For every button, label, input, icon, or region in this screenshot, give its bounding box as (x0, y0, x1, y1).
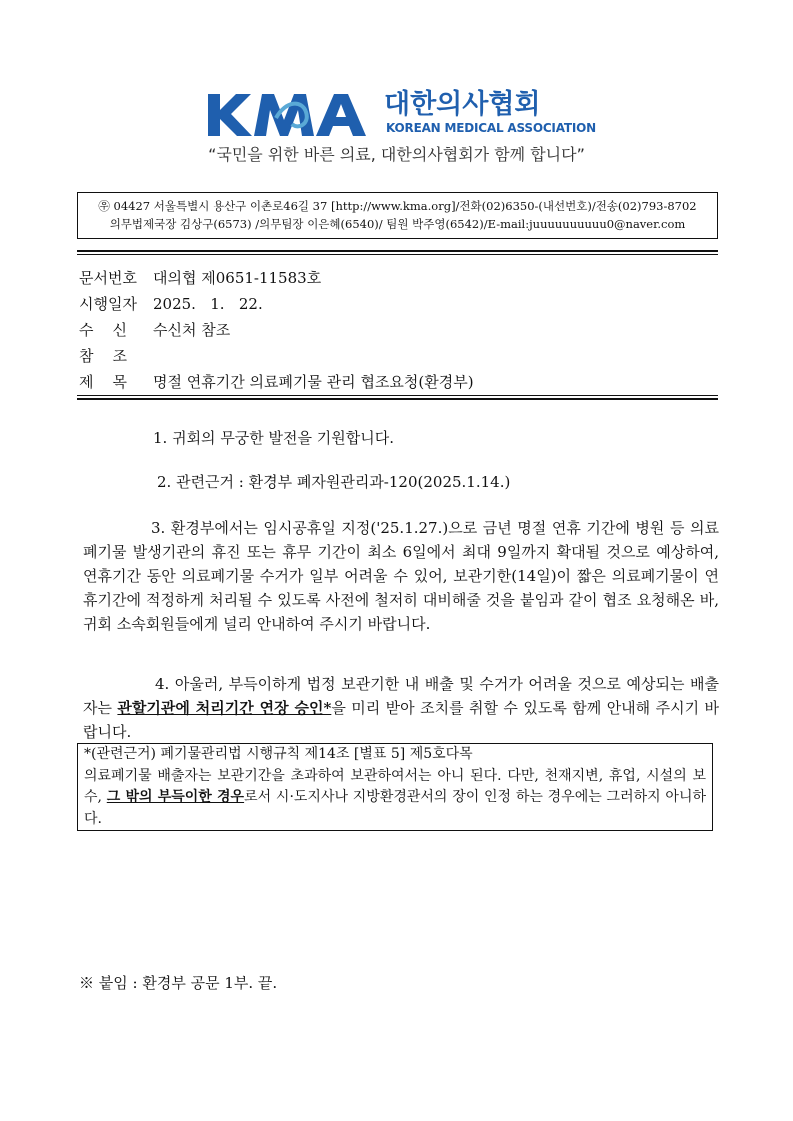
legal-basis-title: *(관련근거) 폐기물관리법 시행규칙 제14조 [별표 5] 제5호다목 (84, 746, 473, 762)
contact-staff-line: 의무법제국장 김상구(6573) /의무팀장 이은혜(6540)/ 팀원 박주영(6542)/E-mail:juuuuuuuuuu0@naver.com (109, 217, 686, 231)
recipient-label: 수 신 (79, 321, 128, 339)
divider (77, 250, 718, 252)
issue-date: 2025. 1. 22. (153, 295, 263, 313)
org-name-english: KOREAN MEDICAL ASSOCIATION (386, 121, 596, 135)
slogan: “국민을 위한 바른 의료, 대한의사협회가 함께 합니다” (208, 145, 585, 164)
reference-label: 참 조 (79, 347, 128, 365)
attachment-note: ※ 붙임 : 환경부 공문 1부. 끝. (79, 974, 278, 992)
legal-basis-emphasis: 그 밖의 부득이한 경우 (106, 789, 245, 805)
reference-row (79, 344, 153, 368)
kma-logo-mark (206, 90, 378, 140)
divider (77, 395, 718, 396)
date-row (79, 292, 263, 316)
recipient: 수신처 참조 (153, 321, 231, 339)
recipient-row (79, 318, 230, 342)
legal-basis-text-b: 로서 시·도지사나 지방환경관서의 장이 인정 하는 경우에는 그러하지 아니하다. (84, 789, 707, 827)
legal-basis-text (84, 766, 706, 831)
paragraph-4-text-end: 을 미리 받아 조치를 취할 수 있도록 함께 안내해 주시기 바랍니다. (83, 699, 719, 741)
kma-logo (206, 89, 596, 140)
date-label: 시행일자 (79, 295, 137, 313)
subject-row (79, 370, 474, 394)
paragraph-4 (83, 672, 719, 744)
doc-number-row (79, 266, 321, 290)
org-name-korean: 대한의사협회 (384, 89, 541, 120)
contact-box (77, 192, 718, 239)
paragraph-4-emphasis: 관할기관에 처리기간 연장 승인* (117, 699, 332, 717)
paragraph-2: 2. 관련근거 : 환경부 폐자원관리과-120(2025.1.14.) (157, 473, 511, 491)
divider (77, 398, 718, 400)
legal-basis-text-a: 의료폐기물 배출자는 보관기간을 초과하여 보관하여서는 아니 된다. 다만, 천재지변, 휴업, 시설의 보수, (84, 767, 706, 805)
divider (77, 254, 718, 255)
legal-basis-box (77, 743, 713, 831)
paragraph-1: 1. 귀회의 무궁한 발전을 기원합니다. (153, 429, 395, 447)
subject: 명절 연휴기간 의료폐기물 관리 협조요청(환경부) (153, 373, 474, 391)
paragraph-4-text: 4. 아울러, 부득이하게 법정 보관기한 내 배출 및 수거가 어려울 것으로 예상되는 배출자는 (83, 675, 719, 717)
doc-number: 대의협 제0651-11583호 (153, 269, 322, 287)
subject-label: 제 목 (79, 373, 128, 391)
contact-address-line: ㉾ 04427 서울특별시 용산구 이촌로46길 37 [http://www.kma.org]/전화(02)6350-(내선번호)/전송(02)793-8702 (98, 199, 697, 213)
paragraph-3: 3. 환경부에서는 임시공휴일 지정('25.1.27.)으로 금년 명절 연휴 기간에 병원 등 의료폐기물 발생기관의 휴진 또는 휴무 기간이 최소 6일에서 최대 9일까지 확대될 것으로 예상하여, 연휴기간 동안 의료폐기물 수거가 일부 어려울 수 있어, 보관기한(14일)이 짧은 의료폐기물이 연휴기간에 적정하게 처리될 수 있도록 사전에 철저히 대비해줄 것을 붙임과 같이 협조 요청해온 바, 귀회 소속회원들에게 널리 안내하여 주시기 바랍니다. (83, 519, 719, 633)
doc-number-label: 문서번호 (79, 269, 137, 287)
